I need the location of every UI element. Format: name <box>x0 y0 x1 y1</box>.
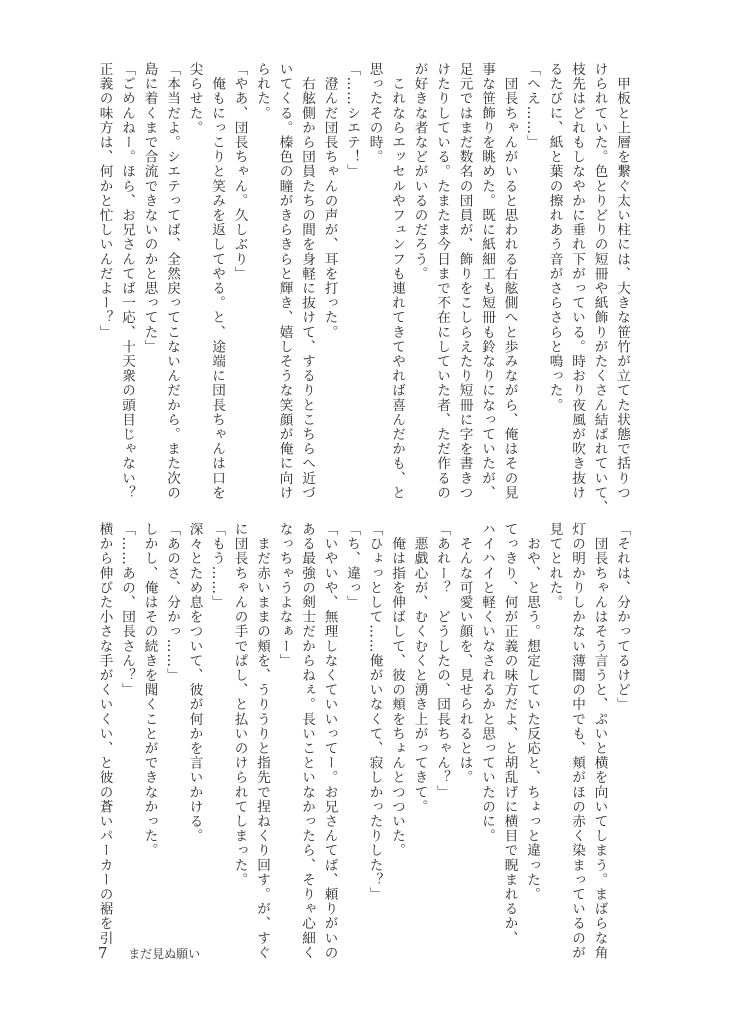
text-line: 「へえ……」 <box>524 62 540 150</box>
text-line: 甲板と上層を繋ぐ太い柱には、大きな笹竹が立てた状態で括りつ <box>614 62 630 500</box>
text-line: 団長ちゃんがいると思われる右舷側へと歩みながら、俺はその見 <box>501 62 518 500</box>
text-line: いてくる。榛色の瞳がきらきらと輝き、嬉しそうな笑顔が俺に向け <box>276 62 293 500</box>
text-line: 島に着くまで合流できないのかと思ってた」 <box>141 62 158 354</box>
text-line: そんな可愛い顔を、見せられるとは。 <box>456 522 473 785</box>
text-line: 俺もにっこりと笑みを返してやる。と、途端に団長ちゃんは口を <box>209 62 225 500</box>
text-line: られた。 <box>254 62 270 121</box>
text-line: 正義の味方は、何かと忙しいんだよー？」 <box>96 62 113 340</box>
text-line: 思ったその時。 <box>366 62 383 165</box>
text-line: 足元ではまだ数名の団員が、飾りをこしらえたり短冊に字を書きつ <box>456 62 473 500</box>
text-line: 「あのさ、分かっ……」 <box>164 522 180 683</box>
text-line: 深々とため息をついて、彼が何かを言いかける。 <box>186 522 203 844</box>
text-line: これならエッセルやフュンフも連れてきてやれば喜んだかも、と <box>389 62 405 500</box>
text-line: 「……シエテ！」 <box>344 62 360 179</box>
text-line: てっきり、何が正義の味方だよ、と胡乱げに横目で睨まれるか、 <box>501 522 518 946</box>
text-line: ハイハイと軽くいなされるかと思っていたのに。 <box>479 522 495 844</box>
text-line: 俺は指を伸ばして、彼の頬をちょんとつついた。 <box>389 522 405 858</box>
text-line: 「やあ、団長ちゃん。久しぶり」 <box>231 62 248 281</box>
text-line: 「あれー？ どうしたの、団長ちゃん？」 <box>434 522 450 800</box>
text-line: 灯の明かりしかない薄闇の中でも、頬がほの赤く染まっているのが <box>569 522 585 960</box>
text-line: 事な笹飾りを眺めた。既に紙細工も短冊も鈴なりになっていたが、 <box>479 62 495 500</box>
text-line: 「本当だよ。シエテってば、全然戻ってこないんだから。また次の <box>164 62 180 500</box>
text-line: 澄んだ団長ちゃんの声が、耳を打った。 <box>321 62 338 340</box>
text-line: なっちゃうよなぁー」 <box>276 522 293 668</box>
text-line: に団長ちゃんの手でぱし、と払いのけられてしまった。 <box>231 522 248 887</box>
running-title: まだ見ぬ願い <box>128 947 201 961</box>
page-footer <box>98 944 200 962</box>
text-line: が好きな者などがいるのだろう。 <box>411 62 428 281</box>
text-line: 枝先はどれもしなやかに垂れ下がっている。時おり夜風が吹き抜け <box>569 62 585 500</box>
text-line: 横から伸びた小さな手がくいくい、と彼の蒼いパーカーの裾を引 <box>96 522 113 946</box>
text-line: 「いやいや、無理しなくていいってー。お兄さんてば、頼りがいの <box>321 522 338 960</box>
page-number: 7 <box>98 944 108 962</box>
text-line: 見てとれた。 <box>546 522 563 610</box>
text-line: ある最強の剣士だからねぇ。長いこといなかったら、そりゃ心細く <box>299 522 315 960</box>
text-line: 尖らせた。 <box>186 62 203 135</box>
text-line: 「ひょっとして……俺がいなくて、寂しかったりした？」 <box>366 522 383 902</box>
text-line: けられていた。色とりどりの短冊や紙飾りがたくさん結ばれていて、 <box>591 62 608 515</box>
text-line: 「それは、分かってるけど」 <box>614 522 630 712</box>
text-line: 悪戯心が、むくむくと湧き上がってきて。 <box>411 522 428 814</box>
text-line: おや、と思う。想定していた反応と、ちょっと違った。 <box>524 522 540 902</box>
text-line: けたりしている。たまたま今日まで不在にしていた者、ただ作るの <box>434 62 450 500</box>
text-line: 右舷側から団員たちの間を身軽に抜けて、するりとこちらへ近づ <box>299 62 315 500</box>
text-block-top <box>93 62 633 515</box>
text-line: るたびに、紙と葉の擦れあう音がさらさらと鳴った。 <box>546 62 563 413</box>
text-line: 団長ちゃんはそう言うと、ぷいと横を向いてしまう。まばらな角 <box>591 522 608 960</box>
text-line: 「……あの、団長さん？」 <box>119 522 135 698</box>
text-line: 「ごめんねー。ほら、お兄さんてば一応、十天衆の頭目じゃない？ <box>119 62 135 500</box>
text-line: 「もう……」 <box>209 522 225 610</box>
text-line: しかし、俺はその続きを聞くことができなかった。 <box>141 522 158 858</box>
text-line: まだ赤いままの頬を、うりうりと指先で捏ねくり回す。が、すぐ <box>254 522 270 960</box>
text-line: 「ち、違っ」 <box>344 522 360 610</box>
